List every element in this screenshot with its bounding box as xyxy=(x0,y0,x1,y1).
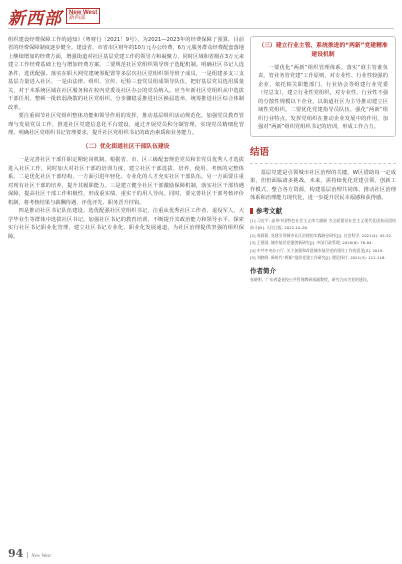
header-divider xyxy=(8,28,394,29)
body-paragraph: 一是完善社区干部任职定期轮岗机制。根据省、市、区三级配套规范党员和非党员优秀人才选拔进入社区工作，同时加大对社区干部的培训力度，建立社区干部选拔、培养、使用、考核的完整体系。二是优化社区干部结构，一方面引进年轻化、专业化的人才充实社区干部队伍，另一方面要注重对现有社区干部的培养，提升其履职能力。三是建立健全社区干部激励保障机制，落实社区干部待遇保障，提高社区干部工作积极性，形成重实绩、重实干的用人导向。同时，要完善社区干部考核评价机制，将考核结果与薪酬待遇、评优评先、职务晋升挂钩。 xyxy=(8,157,244,206)
author-bio-heading: 作者简介 xyxy=(250,267,276,275)
logo-english-title: New West xyxy=(69,9,98,16)
highlight-box xyxy=(250,36,396,137)
author-bio: 张晓明，广东省委党校公共管理教研部副教授，研究方向为党的建设。 xyxy=(250,277,371,282)
left-column xyxy=(8,36,244,241)
page-footer xyxy=(8,547,51,560)
reference-item: [2] 周莉莉. 党建引领城市社区治理的实践路径研究[J]. 社会科学, 2021(4): 45-52. xyxy=(250,232,393,238)
body-paragraph: 组织建设经费保障工作的通知》（粤财行〔2021〕9号），为2021—2023年的经费保障了预算，目前省的经费保障制度逐步健全。建设省、市省市区财年的10万元办公经费，6万元服务群众经费配套落地上继续增加的经费方面，增强街道对社区基层党建工作的领导力和凝聚力，同时区域和省级在3万元来建立工作经费基础上也与增加经费方案。二要规范社区党组织领导班子选配机制。明确社区书记人选条件，选优配强。落实在职大网党建统筹配置等多层次社区党组织领导班子成员，一是组建多支三支基层力量进入社区、一是由法律、组织、宣传、纪检三套党员组成领导队伍，把好基层党员选用质量关，对于本系统区域在社区服务和在校内党委及社区办公的党员纳入。应当年新社区党组织从中选拔干部任用。整顿一批软弱涣散的社区党组织。分步骤稳妥推进社区换届选举，统筹推进社区综合体制改革。 xyxy=(8,37,244,111)
reference-item: [3] 王建国. 城市基层党建创新研究[J]. 中国行政管理, 2020(6): 78-84. xyxy=(250,240,373,246)
body-paragraph: 四是推动社区书记队伍建设。选优配强社区党组织书记，注重从优秀社区工作者、退役军人、大学毕业生等群体中选拔社区书记。加强社区书记的教育培训，不断提升其政治能力和领导水平。探索实行社区书记职业化管理，建立社区书记专业化、职业化发展通道，为社区治理提供坚强的组织保障。 xyxy=(8,208,244,240)
footer-separator: | xyxy=(26,552,29,559)
section-subheading: （二）优化街道社区干部队伍建设 xyxy=(82,144,170,151)
logo-english-subtitle: 新西部 xyxy=(69,15,86,22)
masthead xyxy=(0,0,402,30)
body-paragraph: 要注重调节社区党组织整体功能和领导作用的发挥，推动基层组织活动规范化，加强党员教育管理与发展党员工作，推进社区党建信息化平台建设，通过开展党员积分制管理，实现党员精细化管理。明确社区党组织书记管理要求，提升社区党组织书记的政治素质和业务能力。 xyxy=(8,113,244,136)
footer-magazine-name: New West xyxy=(31,554,51,559)
box-subheading: （三）建立行业主管、系统推进的“两新”党建精准建设机制 xyxy=(258,43,388,58)
logo-chinese-title: 新西部 xyxy=(8,8,62,29)
right-column xyxy=(250,36,396,284)
logo-english-box xyxy=(66,8,100,24)
references-list xyxy=(250,218,396,262)
reference-item: [1] 习近平. 高举中国特色社会主义伟大旗帜 为全面建设社会主义现代化国家而团结奋斗[N]. 人民日报, 2022-10-26. xyxy=(250,218,396,231)
reference-item: [5] 刘晓明. 新时代“两新”组织党建工作研究[J]. 理论探讨, 2021(3): 112-118. xyxy=(250,255,386,261)
box-paragraph: 一要优化“两新”组织管理体系。落实“谁主管谁负责，管业务管党建”工作原则，对专业性、行业性较强的企业，依托相关职能部门、行业协会等组建行业党委（党总支），建立行业性党组织，对专业性、行业性不强的分散性规模以下企业，以街道社区为主导推动建立区域性党组织。二要优化党建指导员队伍，强化“两新”组织行业特点，发挥党组织在推动企业发展中的作用，加强对“两新”组织党组织书记的培训，形成工作合力。 xyxy=(258,65,388,131)
page-number: 94 xyxy=(8,547,24,560)
conclusion-heading: 结语 xyxy=(250,146,270,158)
conclusion-divider xyxy=(250,163,396,164)
conclusion-paragraph: 基层党建是引领城市社区治理的关键。W区借助每一定成果，但仍面临诸多挑战。未来，需持续优化党建引领、创新工作模式、整合各方资源，构建基层治理共同体，推动社区治理体系和治理能力现代化，进一步提升居民幸福感和获得感。 xyxy=(250,169,396,201)
reference-item: [4] 中共中央办公厅. 关于加强和改进城市基层党的建设工作的意见[Z]. 2019. xyxy=(250,247,384,253)
magazine-logo xyxy=(8,6,100,29)
references-heading: 参考文献 xyxy=(250,206,396,215)
